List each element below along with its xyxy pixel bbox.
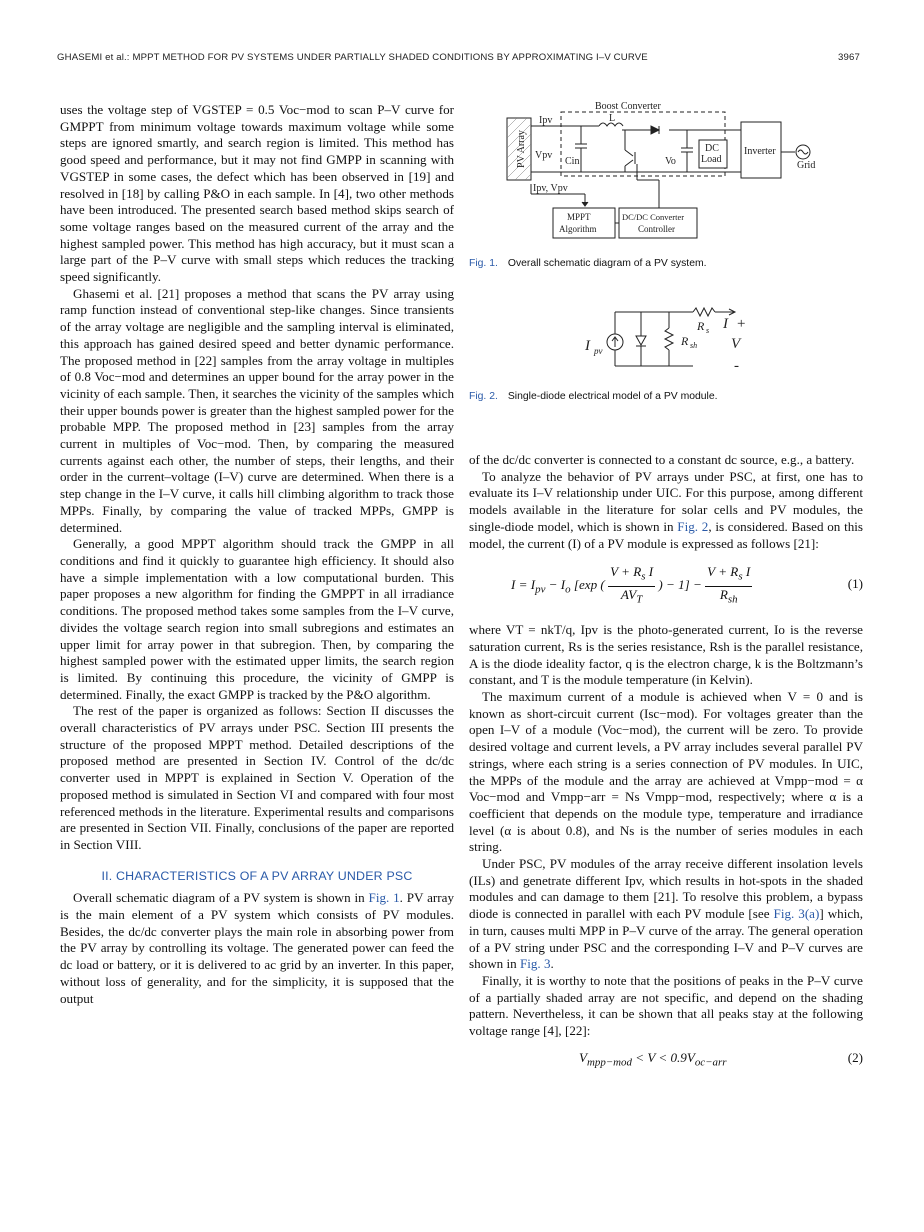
equation-1-body: $I = I_{pv} - I_o$ [exp ( $\frac{V + R_s I}{AV_T}$ ) − 1] − $\frac{V + R_s I}{R_{sh}}$ [511,564,751,606]
fig1-label-grid: Grid [797,160,816,171]
fig2-label-rs-sub: s [706,326,710,335]
fig2-label-ipv-sub: pv [594,346,603,356]
fig2-label-rsh-sub: sh [690,341,698,350]
paragraph: uses the voltage step of VGSTEP = 0.5 Voc−mod to scan P–V curve for GMPPT from minimum voltage towards maximum voltage while some steps are ignored smartly, and search region is limited. This method has good speed and performance, but it may not find GMPP in scanning with VGSTEP in some cases, the defect which has been observed in [19] and resolved in [18] by calling P&O in each sample. In [4], two other methods have been introduced. The presented search based method skips search of some voltage ranges based on the measured current of the array and the highest sampled power. This method has high accuracy, but it must scan a large part of the P–V curve with small steps which reduces the tracking speed significantly. [60,102,454,285]
paragraph [469,856,863,973]
paragraph-text: . [550,956,554,972]
diode-symbol [636,336,646,345]
fig2-label-minus: - [734,358,739,374]
caption-text: Single-diode electrical model of a PV module. [507,391,718,402]
fig1-label-inverter: Inverter [744,146,776,157]
fig1-label-mppt: MPPT [567,212,591,222]
paragraph: The maximum current of a module is achieved when V = 0 and is known as short-circuit current (Isc−mod). For voltages greater than the open I–V of a module (Voc−mod), the current will be zero. To provide desired voltage and current levels, a PV array includes several parallel PV strings, where each string is a series connection of PV modules. In UIC, the MPPs of the module and the array are achieved at Vmpp−mod = α Voc−mod and Vmpp−arr = Ns Vmpp−mod, respectively; where α is a coefficient that depends on the module type, temperature and irradiance level (α is about 0.8), and Ns is the number of series modules in each string. [469,689,863,855]
paragraph-text: To analyze the behavior of PV arrays under PSC, at first, one has to evaluate its I–V relationship under UIC. For this purpose, among different models available in the literature for solar cells and PV modules, the single-diode model, which is shown in [469,468,863,534]
fig1-label-algorithm: Algorithm [559,224,597,234]
figure-1-caption [469,258,707,269]
paragraph: where VT = nkT/q, Ipv is the photo-generated current, Io is the reverse saturation current, Rs is the series resistance, Rsh is the parallel resistance, A is the diode ideality factor, q is the electron charge, k is the Boltzmann’s constant, and T is the module temperature (in Kelvin). [469,622,863,688]
paragraph-text: , is considered. Based on this model, the current (I) of a PV module is expressed as follows [21]: [469,518,864,551]
page-number: 3967 [838,52,860,63]
paragraph: of the dc/dc converter is connected to a constant dc source, e.g., a battery. [469,452,855,467]
caption-text: Overall schematic diagram of a PV system. [507,258,707,269]
equation-number: (2) [847,1049,863,1065]
fig1-label-vpv: Vpv [535,150,553,161]
fig1-label-dcdc: DC/DC Converter [622,212,685,222]
fig1-label-vo: Vo [665,156,676,167]
section-heading: II. CHARACTERISTICS OF A PV ARRAY UNDER PSC [101,868,413,883]
fig1-label-cin: Cin [565,156,580,167]
right-column [469,452,863,1074]
paragraph: Generally, a good MPPT algorithm should track the GMPP in all conditions and find it quickly to guarantee high efficiency. It should also have a simple implementation with a low computational burden. This paper proposes a new algorithm for finding the GMPPT in all irradiance conditions. The proposed method takes some samples from the I–V curve, divides the voltage search region into small subregions and estimates an upper limit for array power in that subregion. Then, by comparing the highest sampled power with the estimated upper limits, the search region is limited. By continuing this procedure, the vicinity of GMPP is determined. Finally, the exact GMPP is tracked by the P&O algorithm. [60,536,454,702]
figure-link[interactable]: Fig. 2 [677,518,709,534]
paragraph [469,469,863,553]
fig2-label-rs: R [697,319,705,333]
figure-link[interactable]: Fig. 3 [519,956,551,972]
paragraph [60,890,454,1007]
fig1-label-load: Load [701,154,722,165]
rs-resistor [693,308,715,316]
equation-1 [469,564,863,610]
fig1-label-ipv: Ipv [539,115,553,126]
fig1-label-dc: DC [705,143,719,154]
paragraph-text: ] which, in turn, causes multi MPP in P–V curve of the array. The general operation of a PV string under PSC and the corresponding I–V and P–V curves are shown in [469,906,863,972]
running-title: GHASEMI et al.: MPPT METHOD FOR PV SYSTEMS UNDER PARTIALLY SHADED CONDITIONS BY APPROXIMATING I–V CURVE [57,52,648,63]
fig1-label-boost: Boost Converter [595,101,661,112]
fig1-label-inductor: L [609,113,616,124]
fig1-label-controller: Controller [638,224,675,234]
diode-symbol [651,126,659,134]
paragraph-text: . PV array is the main element of a PV system which consists of PV modules. Besides, the dc/dc converter plays the main role in absorbing power from the PV array by controlling its voltage. The generated power can feed the dc load or battery, or it is delivered to ac grid by an inverter. In this paper, without loss of generality, and for the simplicity, it is supposed that the output [60,890,455,1006]
equation-number: (1) [847,576,863,592]
fig1-label-pv-array: PV Array [516,130,527,168]
paragraph: Ghasemi et al. [21] proposes a method that scans the PV array using ramp function instead of conventional step-like changes. Since transients of the array voltage are negligible and the sampling interval is eliminated, this approach has gained desired speed and better dynamic performance. The proposed method in [22] samples from the array voltage in multiples of 0.8 Voc−mod and determines an upper bound for the array power in the vicinity of each sample. Then, it searches the vicinity of the samples which their upper bounds power is greater than the highest sampled power for the probable MPP. The proposed method in [23] samples from the array current in multiples of Voc−mod. Then, by comparing the measured currents against each other, the number of steps, their lengths, and their order in the current–voltage (I–V) curve are determined. When there is a step change in the I–V curve, it calls hill climbing algorithm to track those MPPs. Finally, by comparing the value of tracked MPPs, GMPP is determined. [60,285,454,535]
equation-2-body: $V_{mpp-mod} < V < 0.9V_{oc-arr}$ [579,1049,727,1069]
equation-2 [469,1050,863,1074]
figure-2-caption [469,391,718,402]
fig2-label-rsh: R [681,334,689,348]
fig1-label-meas: Ipv, Vpv [533,183,568,194]
figure-2-single-diode-model [469,300,789,380]
paragraph: The rest of the paper is organized as follows: Section II discusses the overall characteristics of PV arrays under PSC. Section III presents the structure of the proposed MPPT method. Detailed descriptions of the proposed method are presented in Section IV. Control of the dc/dc converter used in MPPT is explained in Section V. Operation of the proposed method is simulated in Section VI and compared with four most referenced methods in the literature. Experimental results and comparisons are presented in Section VII. Finally, conclusions of the paper are reported in Section VIII. [60,703,454,852]
fig2-label-ipv: I [585,338,590,354]
fig2-label-v: V [731,336,741,352]
paragraph-text: Under PSC, PV modules of the array receive different insolation levels (ILs) and genetrate different Ipv, which results in hot-spots in the shaded modules and can damage to them [21]. To resolve this problem, a bypass diode is connected in parallel with each PV module [see [469,856,863,922]
figure-link[interactable]: Fig. 1 [368,890,400,906]
paragraph-text: Overall schematic diagram of a PV system is shown in [73,890,369,906]
paragraph: Finally, it is worthy to note that the positions of peaks in the P–V curve of a partially shaded array are not specific, and depend on the shading pattern. Nevertheless, it can be shown that all peaks stay at the following voltage range [4], [22]: [469,972,863,1039]
figure-1-schematic [469,98,859,240]
figure-link[interactable]: Fig. 3(a) [773,906,820,922]
running-header [57,52,860,68]
caption-label: Fig. 1. [469,258,498,269]
rsh-resistor [665,328,673,350]
caption-label: Fig. 2. [469,391,498,402]
fig2-label-plus: + [737,316,746,332]
left-column [60,102,454,1007]
fig2-label-i: I [723,316,728,332]
